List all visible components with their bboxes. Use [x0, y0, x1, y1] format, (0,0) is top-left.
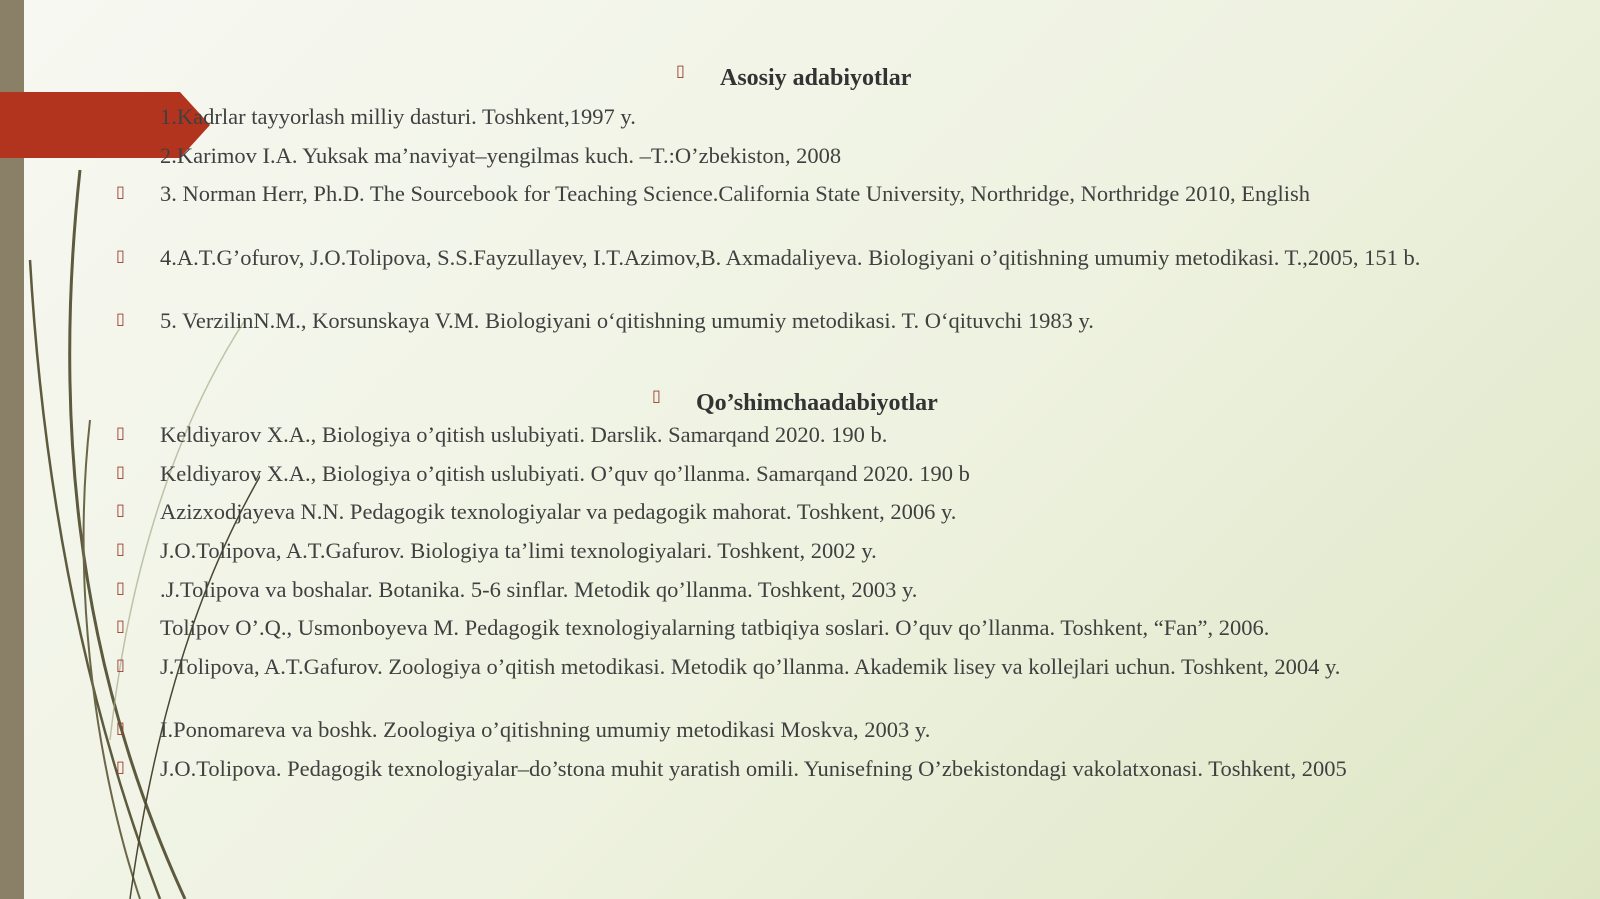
list-item — [116, 615, 1500, 641]
list-item — [116, 245, 1500, 271]
item-text: 1.Kadrlar tayyorlash milliy dasturi. Toshkent,1997 y. — [160, 104, 636, 129]
arrow-bullet-icon: ▯ — [116, 539, 125, 558]
arrow-bullet-icon: ▯ — [116, 462, 125, 481]
arrow-bullet-icon: ▯ — [116, 309, 125, 328]
arrow-bullet-icon: ▯ — [116, 718, 125, 737]
list-item — [160, 104, 1500, 130]
list-item — [116, 308, 1500, 334]
item-text: J.Tolipova, A.T.Gafurov. Zoologiya o’qitish metodikasi. Metodik qo’llanma. Akademik lisey va kollejlari uchun. Toshkent, 2004 y. — [160, 654, 1341, 679]
list-item — [116, 717, 1500, 743]
arrow-bullet-icon: ▯ — [116, 757, 125, 776]
list-item — [116, 499, 1500, 525]
arrow-bullet-icon: ▯ — [652, 388, 661, 405]
item-text: .J.Tolipova va boshalar. Botanika. 5-6 sinflar. Metodik qo’llanma. Toshkent, 2003 y. — [160, 577, 918, 602]
arrow-bullet-icon: ▯ — [116, 655, 125, 674]
item-text: 3. Norman Herr, Ph.D. The Sourcebook for Teaching Science.California State University, Northridge, Northridge 2010, English — [160, 181, 1310, 206]
item-text: Azizxodjayeva N.N. Pedagogik texnologiyalar va pedagogik mahorat. Toshkent, 2006 y. — [160, 499, 957, 524]
list-item — [116, 538, 1500, 564]
arrow-bullet-icon: ▯ — [116, 423, 125, 442]
list-item — [116, 577, 1500, 603]
item-text: Tolipov O’.Q., Usmonboyeva M. Pedagogik texnologiyalarning tatbiqiya soslari. O’quv qo’llanma. Toshkent, “Fan”, 2006. — [160, 615, 1270, 640]
arrow-bullet-icon: ▯ — [116, 182, 125, 201]
arrow-bullet-icon: ▯ — [116, 500, 125, 519]
item-text: J.O.Tolipova, A.T.Gafurov. Biologiya ta’limi texnologiyalari. Toshkent, 2002 y. — [160, 538, 877, 563]
item-text: 2.Karimov I.A. Yuksak ma’naviyat–yengilmas kuch. –T.:O’zbekiston, 2008 — [160, 143, 842, 168]
item-text: Keldiyarov X.A., Biologiya o’qitish uslubiyati. O’quv qo’llanma. Samarqand 2020. 190 b — [160, 461, 970, 486]
list-item — [116, 422, 1500, 448]
arrow-bullet-icon: ▯ — [676, 63, 685, 80]
item-text: Keldiyarov X.A., Biologiya o’qitish uslubiyati. Darslik. Samarqand 2020. 190 b. — [160, 422, 888, 447]
arrow-bullet-icon: ▯ — [116, 578, 125, 597]
list-item — [160, 143, 1500, 169]
list-item — [116, 461, 1500, 487]
item-text: 5. VerzilinN.M., Korsunskaya V.M. Biologiyani o‘qitishning umumiy metodikasi. T. O‘qituvchi 1983 y. — [160, 308, 1094, 333]
list-item — [116, 756, 1500, 782]
additional-literature-heading — [652, 388, 938, 417]
arrow-bullet-icon: ▯ — [116, 616, 125, 635]
heading-text: Asosiy adabiyotlar — [720, 65, 912, 91]
list-item — [116, 654, 1500, 680]
item-text: 4.A.T.G’ofurov, J.O.Tolipova, S.S.Fayzullayev, I.T.Azimov,B. Axmadaliyeva. Biologiyani o’qitishning umumiy metodikasi. T.,2005, 151 b. — [160, 245, 1421, 270]
main-literature-heading — [676, 63, 912, 92]
arrow-bullet-icon: ▯ — [116, 246, 125, 265]
item-text: J.O.Tolipova. Pedagogik texnologiyalar–do’stona muhit yaratish omili. Yunisefning O’zbekistondagi vakolatxonasi. Toshkent, 2005 — [160, 756, 1347, 781]
list-item — [116, 181, 1500, 207]
heading-text: Qo’shimchaadabiyotlar — [696, 390, 938, 416]
item-text: I.Ponomareva va boshk. Zoologiya o’qitishning umumiy metodikasi Moskva, 2003 y. — [160, 717, 931, 742]
